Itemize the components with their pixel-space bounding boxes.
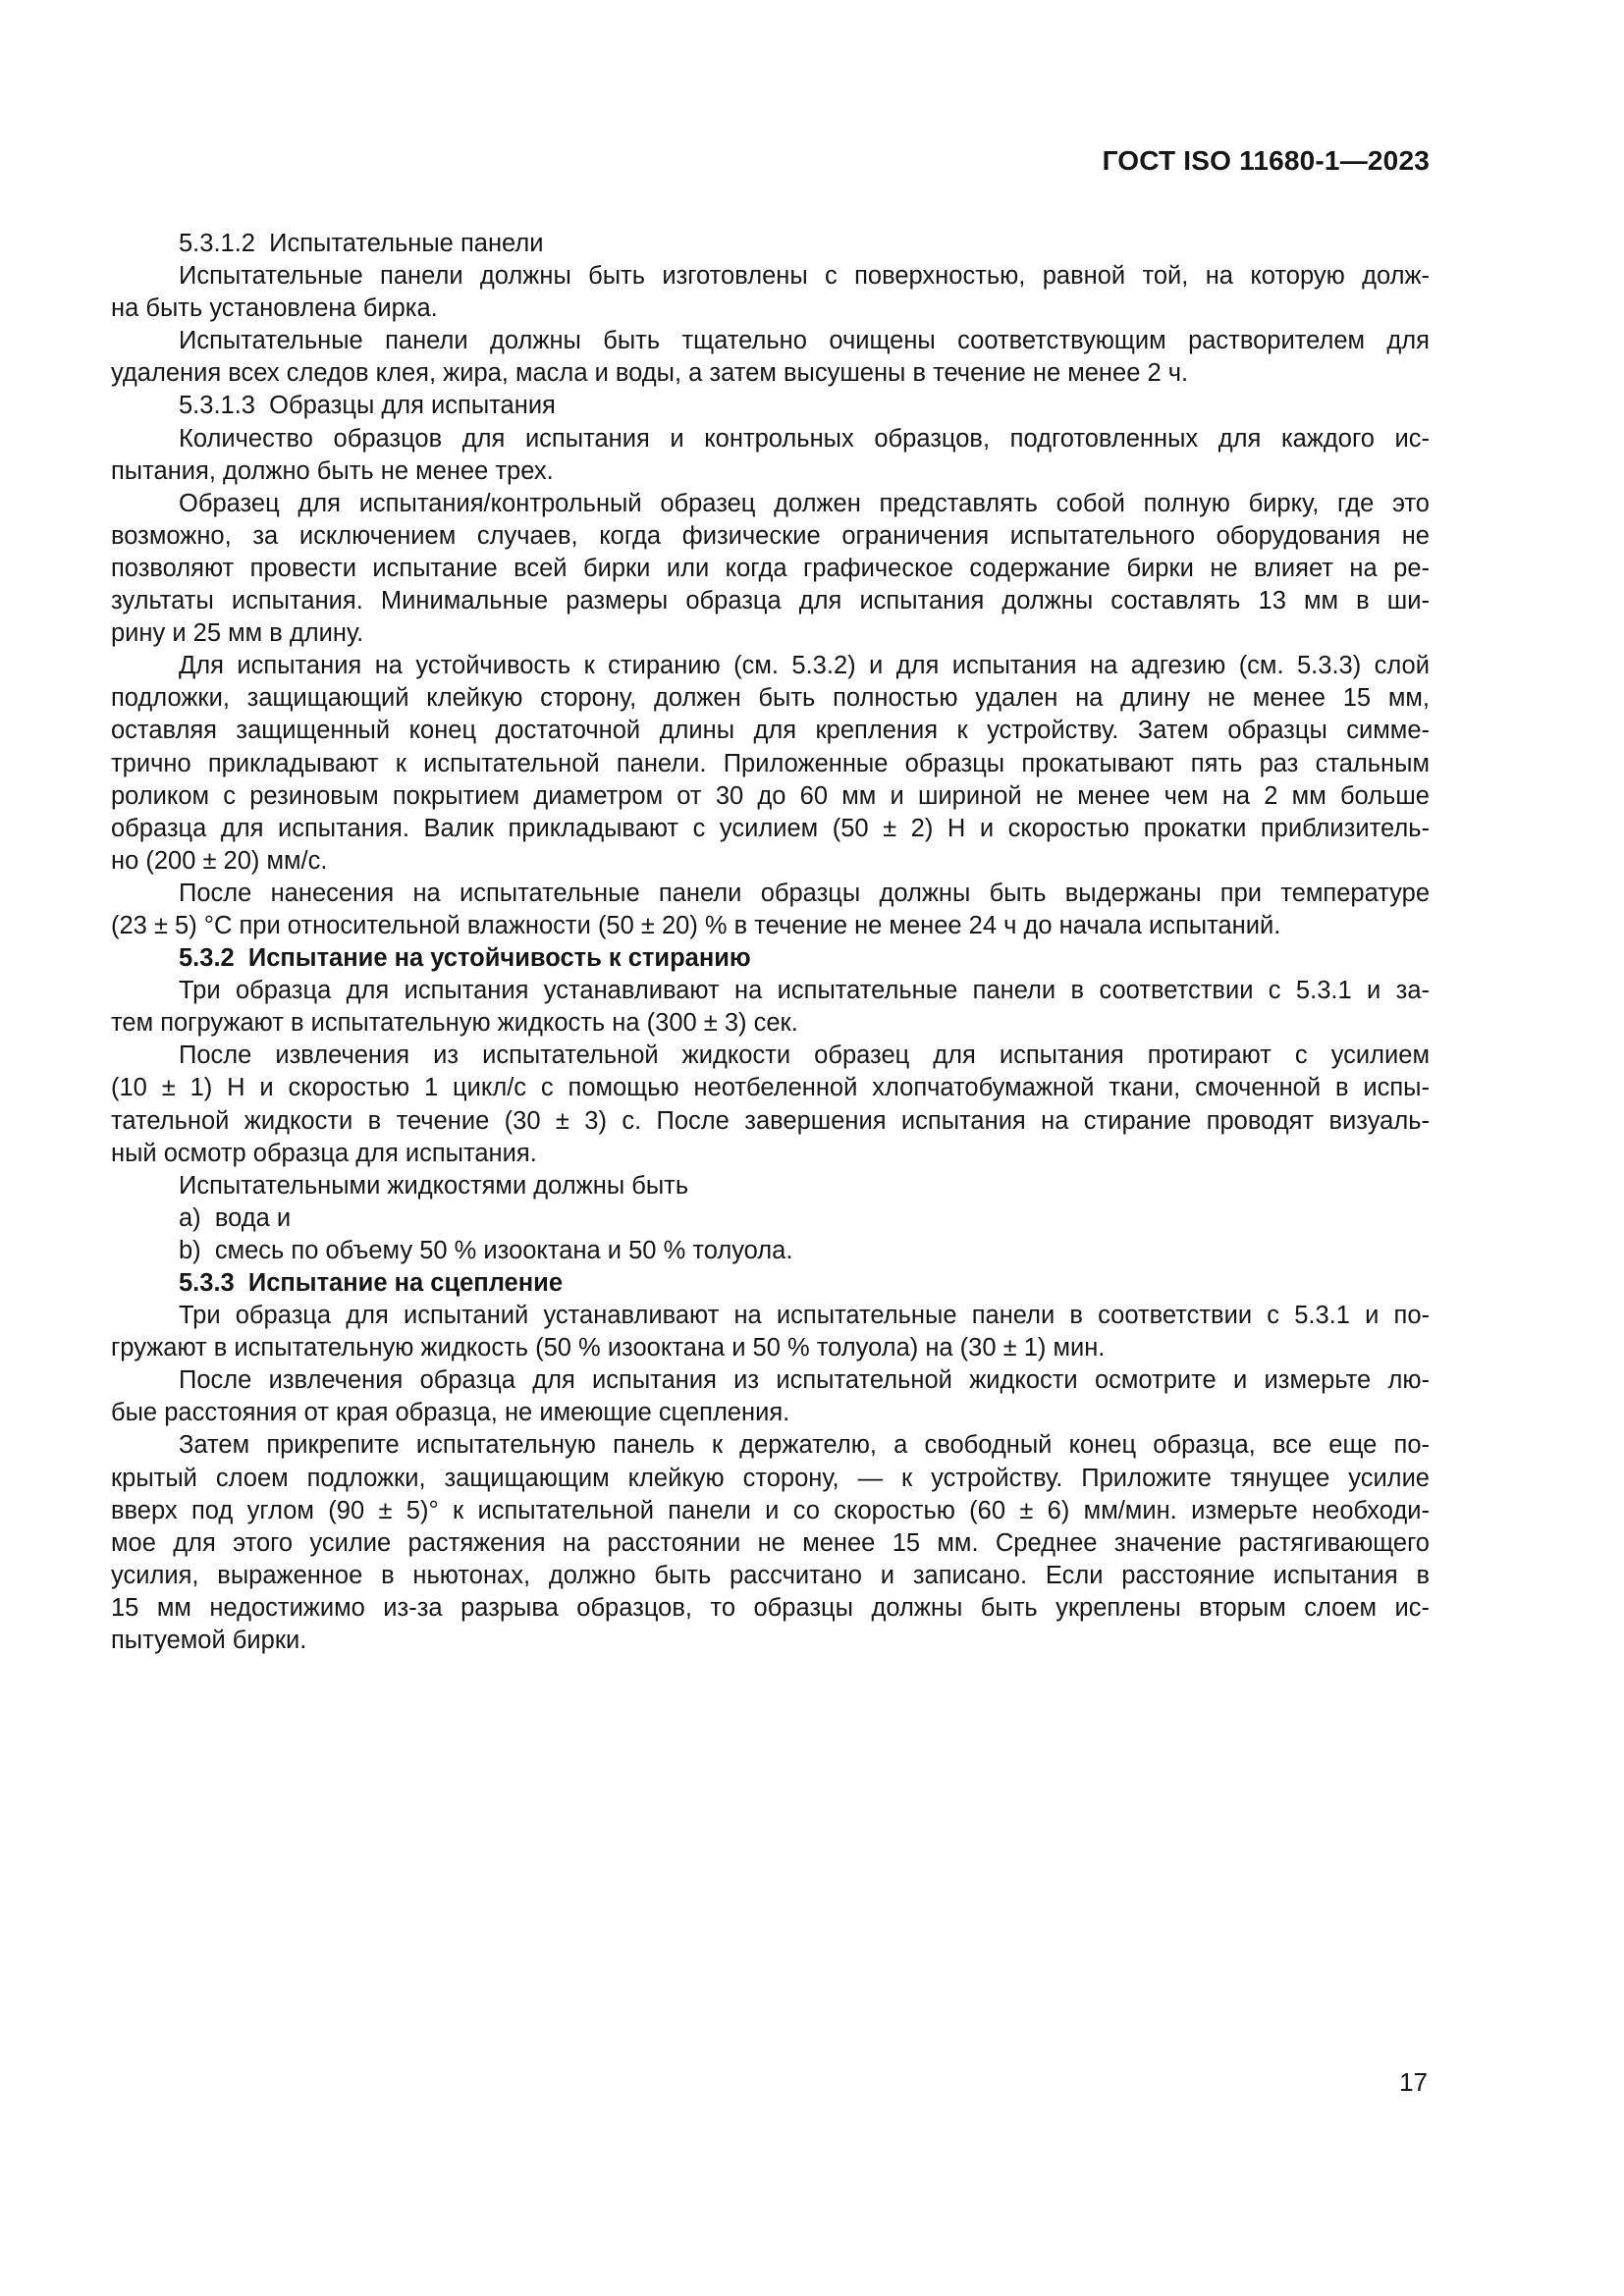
text-line: подложки, защищающий клейкую сторону, должен быть полностью удален на длину не менее 15 мм, bbox=[111, 684, 1430, 713]
text-line: тем погружают в испытательную жидкость на (300 ± 3) сек. bbox=[111, 1009, 798, 1038]
section-heading bbox=[111, 390, 1430, 422]
paragraph bbox=[111, 1170, 1430, 1202]
paragraph bbox=[111, 1364, 1430, 1429]
text-line: Образец для испытания/контрольный образец должен представлять собой полную бирку, где это bbox=[179, 489, 1430, 517]
text-line: Испытательными жидкостями должны быть bbox=[179, 1171, 689, 1200]
text-line: a) вода и bbox=[179, 1203, 292, 1232]
text-line: После нанесения на испытательные панели образцы должны быть выдержаны при температуре bbox=[179, 879, 1430, 907]
paragraph bbox=[111, 1040, 1430, 1169]
text-line: пытания, должно быть не менее трех. bbox=[111, 456, 554, 485]
paragraph bbox=[111, 260, 1430, 325]
text-line: усилия, выраженное в ньютонах, должно быть рассчитано и записано. Если расстояние испытания в bbox=[111, 1561, 1430, 1589]
text-line: вверх под углом (90 ± 5)° к испытательной панели и со скоростью (60 ± 6) мм/мин. измерьте необходи- bbox=[111, 1496, 1430, 1524]
text-line: Затем прикрепите испытательную панель к держателю, а свободный конец образца, все еще по- bbox=[179, 1431, 1430, 1460]
paragraph bbox=[111, 975, 1430, 1040]
text-line: роликом с резиновым покрытием диаметром от 30 до 60 мм и шириной не менее чем на 2 мм больше bbox=[111, 781, 1430, 810]
section-heading bbox=[111, 942, 1430, 975]
text-line: образца для испытания. Валик прикладывают с усилием (50 ± 2) Н и скоростью прокатки приблизитель- bbox=[111, 814, 1430, 842]
section-heading bbox=[111, 1267, 1430, 1300]
text-line: на быть установлена бирка. bbox=[111, 294, 438, 323]
paragraph bbox=[111, 488, 1430, 650]
document-body bbox=[111, 228, 1430, 1657]
paragraph bbox=[111, 650, 1430, 878]
text-line: позволяют провести испытание всей бирки или когда графическое содержание бирки не влияет на ре- bbox=[111, 554, 1430, 582]
list-item bbox=[111, 1202, 1430, 1235]
paragraph bbox=[111, 1300, 1430, 1364]
paragraph bbox=[111, 878, 1430, 942]
paragraph bbox=[111, 1429, 1430, 1657]
text-line: Три образца для испытаний устанавливают на испытательные панели в соответствии с 5.3.1 и по- bbox=[179, 1302, 1430, 1330]
text-line: Три образца для испытания устанавливают на испытательные панели в соответствии с 5.3.1 и за- bbox=[179, 977, 1430, 1005]
text-line: мое для этого усилие растяжения на расстоянии не менее 15 мм. Среднее значение растягивающего bbox=[111, 1528, 1430, 1557]
text-line: удаления всех следов клея, жира, масла и воды, а затем высушены в течение не менее 2 ч. bbox=[111, 359, 1189, 388]
text-line: 5.3.1.2 Испытательные панели bbox=[179, 230, 544, 257]
text-line: но (200 ± 20) мм/с. bbox=[111, 846, 328, 875]
text-line: Испытательные панели должны быть тщательно очищены соответствующим растворителем для bbox=[179, 327, 1430, 355]
text-line: (10 ± 1) Н и скоростью 1 цикл/с с помощью неотбеленной хлопчатобумажной ткани, смоченной в испы- bbox=[111, 1074, 1430, 1102]
text-line: крытый слоем подложки, защищающим клейкую сторону, — к устройству. Приложите тянущее усилие bbox=[111, 1464, 1430, 1492]
text-line: Количество образцов для испытания и контрольных образцов, подготовленных для каждого ис- bbox=[179, 424, 1430, 453]
paragraph bbox=[111, 423, 1430, 488]
text-line: Испытательные панели должны быть изготовлены с поверхностью, равной той, на которую долж- bbox=[179, 262, 1430, 291]
text-line: пытуемой бирки. bbox=[111, 1627, 307, 1655]
text-line: 15 мм недостижимо из-за разрыва образцов, то образцы должны быть укреплены вторым слоем ис- bbox=[111, 1593, 1430, 1622]
text-line: 5.3.2 Испытание на устойчивость к стиранию bbox=[179, 944, 751, 973]
running-header: ГОСТ ISO 11680-1—2023 bbox=[1102, 145, 1430, 176]
section-heading bbox=[111, 228, 1430, 260]
text-line: После извлечения образца для испытания из испытательной жидкости осмотрите и измерьте лю- bbox=[179, 1366, 1430, 1395]
text-line: тательной жидкости в течение (30 ± 3) с. После завершения испытания на стирание проводят визуаль- bbox=[111, 1106, 1430, 1135]
text-line: бые расстояния от края образца, не имеющие сцепления. bbox=[111, 1399, 790, 1427]
text-line: Для испытания на устойчивость к стиранию (см. 5.3.2) и для испытания на адгезию (см. 5.3.3) слой bbox=[179, 652, 1430, 680]
text-line: ный осмотр образца для испытания. bbox=[111, 1139, 537, 1167]
list-item bbox=[111, 1235, 1430, 1267]
text-line: (23 ± 5) °С при относительной влажности (50 ± 20) % в течение не менее 24 ч до начала испытаний. bbox=[111, 911, 1281, 939]
text-line: оставляя защищенный конец достаточной длины для крепления к устройству. Затем образцы симме- bbox=[111, 717, 1430, 745]
text-line: 5.3.1.3 Образцы для испытания bbox=[179, 392, 556, 420]
page-number: 17 bbox=[1399, 2067, 1428, 2097]
text-line: После извлечения из испытательной жидкости образец для испытания протирают с усилием bbox=[179, 1041, 1430, 1070]
paragraph bbox=[111, 325, 1430, 390]
text-line: возможно, за исключением случаев, когда физические ограничения испытательного оборудования не bbox=[111, 521, 1430, 550]
text-line: рину и 25 мм в длину. bbox=[111, 619, 364, 648]
text-line: 5.3.3 Испытание на сцепление bbox=[179, 1269, 564, 1297]
text-line: гружают в испытательную жидкость (50 % изооктана и 50 % толуола) на (30 ± 1) мин. bbox=[111, 1334, 1106, 1362]
text-line: трично прикладывают к испытательной панели. Приложенные образцы прокатывают пять раз стальным bbox=[111, 749, 1430, 777]
text-line: зультаты испытания. Минимальные размеры образца для испытания должны составлять 13 мм в ши- bbox=[111, 587, 1430, 615]
text-line: b) смесь по объему 50 % изооктана и 50 % толуола. bbox=[179, 1236, 793, 1264]
